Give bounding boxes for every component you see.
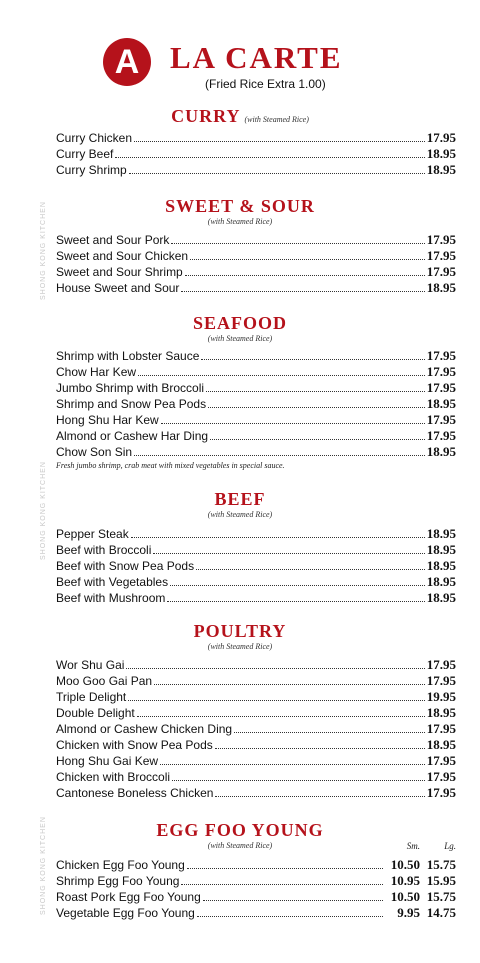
item-price: 17.95 (426, 769, 456, 784)
leader-dots (206, 391, 425, 392)
menu-item (56, 737, 456, 753)
section-note: (with Steamed Rice) (207, 334, 273, 343)
leader-dots (161, 423, 425, 424)
item-name: Shrimp and Snow Pea Pods (56, 397, 207, 411)
leader-dots (215, 796, 424, 797)
item-name: Beef with Vegetables (56, 575, 169, 589)
item-name: Sweet and Sour Shrimp (56, 265, 183, 279)
item-name: Almond or Cashew Chicken Ding (56, 722, 233, 736)
item-price: 18.95 (426, 280, 456, 295)
item-price: 17.95 (426, 232, 456, 247)
menu-header (0, 28, 480, 98)
item-price: 17.95 (426, 753, 456, 768)
item-name: Curry Chicken (56, 131, 133, 145)
item-name: Beef with Snow Pea Pods (56, 559, 195, 573)
item-name: Chow Har Kew (56, 365, 137, 379)
leader-dots (172, 780, 425, 781)
section-title: SWEET & SOUR (165, 196, 315, 216)
leader-dots (154, 684, 425, 685)
item-price: 17.95 (426, 264, 456, 279)
menu-item (56, 705, 456, 721)
leader-dots (131, 537, 425, 538)
item-price-large: 14.75 (426, 905, 456, 920)
item-price-small: 9.95 (397, 905, 420, 920)
item-name: Hong Shu Har Kew (56, 413, 159, 427)
item-name: Cantonese Boneless Chicken (56, 786, 214, 800)
leader-dots (171, 243, 424, 244)
section-title: POULTRY (193, 621, 287, 641)
item-price: 18.95 (426, 444, 456, 459)
menu-item (56, 526, 456, 542)
menu-item (56, 162, 456, 178)
menu-item (56, 673, 456, 689)
leader-dots (134, 455, 425, 456)
section-sweet-sour-header (0, 196, 480, 228)
size-small-label: Sm. (406, 841, 420, 851)
item-name: Curry Beef (56, 147, 114, 161)
size-large-label: Lg. (444, 841, 456, 851)
section-note: (with Steamed Rice) (207, 510, 273, 519)
menu-item (56, 428, 456, 444)
item-name: Wor Shu Gai (56, 658, 125, 672)
item-name: Shrimp Egg Foo Young (56, 874, 180, 888)
leader-dots (126, 668, 424, 669)
section-seafood-header (0, 313, 480, 345)
item-price: 18.95 (426, 146, 456, 161)
menu-item (56, 769, 456, 785)
leader-dots (196, 569, 425, 570)
leader-dots (128, 700, 425, 701)
item-name: Pepper Steak (56, 527, 129, 541)
menu-item (56, 558, 456, 574)
watermark-text: SHONG KONG KITCHEN (40, 201, 47, 300)
section-beef-items (56, 526, 456, 606)
section-title: EGG FOO YOUNG (156, 820, 324, 840)
item-price: 17.95 (426, 364, 456, 379)
leader-dots (208, 407, 425, 408)
menu-item (56, 753, 456, 769)
section-beef-header (0, 489, 480, 521)
section-poultry-header (0, 621, 480, 653)
section-note: (with Steamed Rice) (207, 841, 273, 850)
item-price: 18.95 (426, 705, 456, 720)
item-name: Vegetable Egg Foo Young (56, 906, 195, 920)
menu-item (56, 657, 456, 673)
item-price: 17.95 (426, 248, 456, 263)
item-description: Fresh jumbo shrimp, crab meat with mixed vegetables in special sauce. (56, 461, 285, 470)
item-price: 17.95 (426, 657, 456, 672)
item-price: 18.95 (426, 574, 456, 589)
section-sweet-sour-items (56, 232, 456, 296)
menu-item (56, 248, 456, 264)
item-name: Beef with Mushroom (56, 591, 166, 605)
item-name: House Sweet and Sour (56, 281, 180, 295)
leader-dots (167, 601, 424, 602)
item-price: 17.95 (426, 130, 456, 145)
item-name: Shrimp with Lobster Sauce (56, 349, 200, 363)
menu-item (56, 146, 456, 162)
leader-dots (160, 764, 425, 765)
menu-item (56, 348, 456, 364)
item-price: 18.95 (426, 542, 456, 557)
section-title: BEEF (214, 489, 266, 509)
leader-dots (181, 291, 424, 292)
item-price: 18.95 (426, 526, 456, 541)
item-price-large: 15.75 (426, 889, 456, 904)
menu-item (56, 857, 456, 873)
leader-dots (129, 173, 425, 174)
item-name: Sweet and Sour Pork (56, 233, 170, 247)
leader-dots (234, 732, 425, 733)
menu-item (56, 396, 456, 412)
leader-dots (201, 359, 424, 360)
watermark-text: SHONG KONG KITCHEN (40, 816, 47, 915)
item-name: Chicken with Snow Pea Pods (56, 738, 213, 752)
item-price-small: 10.50 (390, 857, 420, 872)
leader-dots (153, 553, 424, 554)
leader-dots (215, 748, 425, 749)
page-title: LA CARTE (170, 40, 343, 75)
section-title: SEAFOOD (192, 313, 287, 333)
item-price: 17.95 (426, 380, 456, 395)
menu-item (56, 905, 456, 921)
menu-item (56, 574, 456, 590)
section-note: (with Steamed Rice) (244, 115, 309, 124)
item-price: 17.95 (426, 428, 456, 443)
item-name: Double Delight (56, 706, 135, 720)
leader-dots (203, 900, 383, 901)
leader-dots (134, 141, 425, 142)
section-note: (with Steamed Rice) (207, 642, 273, 651)
item-name: Jumbo Shrimp with Broccoli (56, 381, 205, 395)
menu-item (56, 364, 456, 380)
size-headers (382, 841, 456, 851)
item-price-small: 10.95 (390, 873, 420, 888)
section-title: CURRY (171, 106, 241, 126)
item-price: 18.95 (426, 162, 456, 177)
menu-item (56, 444, 456, 460)
leader-dots (137, 716, 425, 717)
item-price: 17.95 (426, 673, 456, 688)
item-name: Almond or Cashew Har Ding (56, 429, 209, 443)
item-price-small: 10.50 (390, 889, 420, 904)
menu-item (56, 232, 456, 248)
leader-dots (197, 916, 383, 917)
leader-dots (115, 157, 424, 158)
item-name: Triple Delight (56, 690, 127, 704)
menu-item (56, 542, 456, 558)
item-name: Chicken Egg Foo Young (56, 858, 185, 872)
item-name: Sweet and Sour Chicken (56, 249, 189, 263)
watermark-text: SHONG KONG KITCHEN (40, 461, 47, 560)
leader-dots (170, 585, 425, 586)
menu-item (56, 689, 456, 705)
section-poultry-items (56, 657, 456, 801)
item-price: 17.95 (426, 412, 456, 427)
item-price: 18.95 (426, 737, 456, 752)
leader-dots (210, 439, 425, 440)
menu-item (56, 721, 456, 737)
item-price: 18.95 (426, 590, 456, 605)
item-name: Moo Goo Gai Pan (56, 674, 153, 688)
menu-item (56, 412, 456, 428)
item-price-large: 15.75 (426, 857, 456, 872)
item-price: 18.95 (426, 558, 456, 573)
item-price: 18.95 (426, 396, 456, 411)
item-price: 17.95 (426, 721, 456, 736)
item-name: Roast Pork Egg Foo Young (56, 890, 201, 904)
leader-dots (181, 884, 383, 885)
item-price: 17.95 (426, 785, 456, 800)
leader-dots (190, 259, 425, 260)
menu-item (56, 130, 456, 146)
item-name: Beef with Broccoli (56, 543, 152, 557)
leader-dots (187, 868, 383, 869)
letter-badge: A (103, 38, 151, 86)
menu-item (56, 264, 456, 280)
section-curry-items (56, 130, 456, 178)
item-name: Chicken with Broccoli (56, 770, 171, 784)
item-name: Chow Son Sin (56, 445, 133, 459)
menu-item (56, 785, 456, 801)
menu-item (56, 873, 456, 889)
leader-dots (185, 275, 425, 276)
section-seafood-items (56, 348, 456, 472)
item-name: Curry Shrimp (56, 163, 127, 177)
item-price-large: 15.95 (426, 873, 456, 888)
item-name: Hong Shu Gai Kew (56, 754, 159, 768)
item-price: 19.95 (426, 689, 456, 704)
item-price: 17.95 (426, 348, 456, 363)
page-subtitle: (Fried Rice Extra 1.00) (205, 77, 326, 91)
leader-dots (138, 375, 425, 376)
menu-item (56, 590, 456, 606)
menu-item (56, 380, 456, 396)
section-curry-header (0, 106, 480, 127)
menu-item (56, 889, 456, 905)
section-note: (with Steamed Rice) (207, 217, 273, 226)
menu-item (56, 280, 456, 296)
